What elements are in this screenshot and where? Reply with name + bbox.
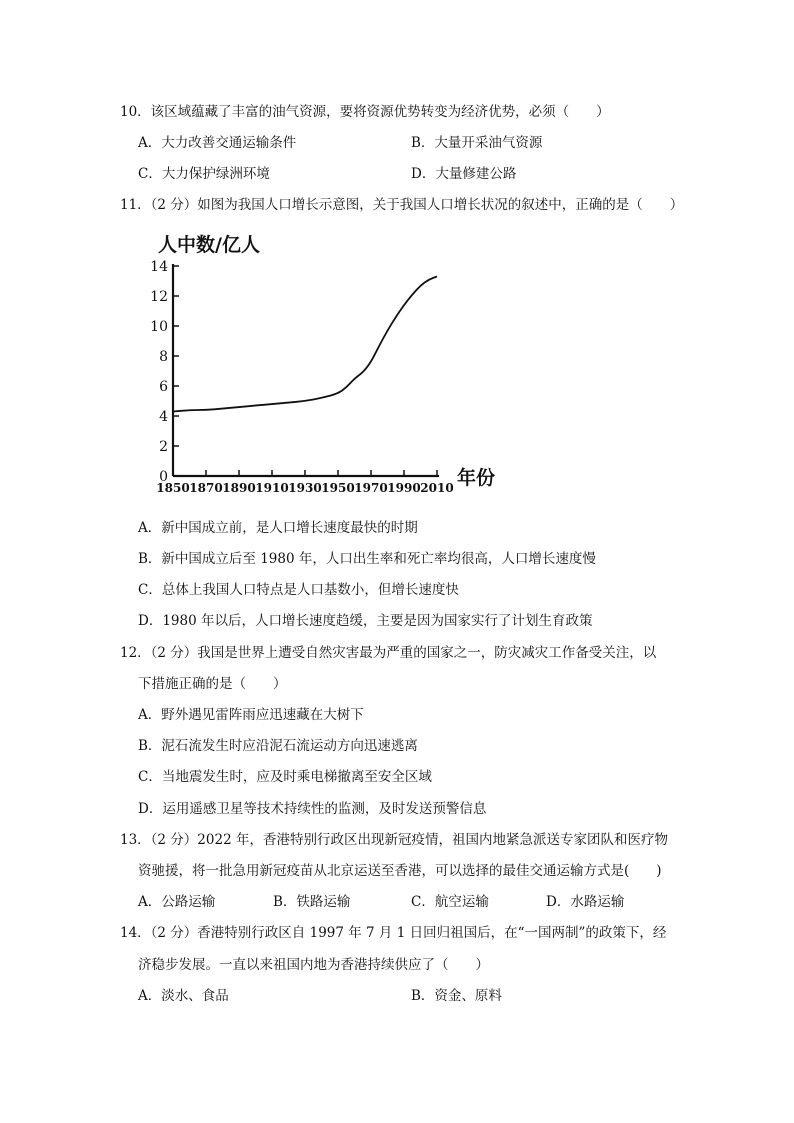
- q12-option-c: C．当地震发生时，应及时乘电梯撤离至安全区域: [138, 769, 432, 785]
- chart-y-tick-label: 14: [150, 259, 168, 275]
- q12-option-d: D．运用遥感卫星等技术持续性的监测，及时发送预警信息: [138, 801, 487, 817]
- q14-stem-line1: 14．（2 分）香港特别行政区自 1997 年 7 月 1 日回归祖国后，在“一国两制”的政策下，经: [120, 925, 667, 941]
- chart-x-tick-label: 1950: [321, 481, 355, 495]
- chart-y-tick-label: 6: [159, 379, 168, 395]
- population-chart: [150, 226, 510, 498]
- q11-option-b: B．新中国成立后至 1980 年，人口出生率和死亡率均很高，人口增长速度慢: [138, 551, 596, 567]
- q11-option-c: C．总体上我国人口特点是人口基数小，但增长速度快: [138, 582, 459, 598]
- chart-series-line: [173, 277, 437, 412]
- chart-y-axis-label: 人中数/亿人: [158, 234, 260, 256]
- chart-y-tick-label: 2: [159, 439, 168, 455]
- chart-y-tick-label: 4: [159, 409, 168, 425]
- q11-option-a: A．新中国成立前，是人口增长速度最快的时期: [138, 520, 418, 536]
- q10-option-a: A．大力改善交通运输条件: [138, 135, 297, 151]
- chart-y-tick-label: 0: [159, 469, 168, 485]
- chart-x-tick-label: 1990: [387, 481, 421, 495]
- q13-option-c: C．航空运输: [411, 894, 489, 910]
- q11-stem: 11．（2 分）如图为我国人口增长示意图，关于我国人口增长状况的叙述中，正确的是（ ）: [120, 197, 684, 213]
- q14-option-b: B．资金、原料: [411, 988, 502, 1004]
- chart-y-ticks: [150, 259, 179, 485]
- q11-option-d: D．1980 年以后，人口增长速度趋缓，主要是因为国家实行了计划生育政策: [138, 613, 593, 629]
- q13-option-b: B．铁路运输: [273, 894, 351, 910]
- q10-option-b: B．大量开采油气资源: [411, 135, 543, 151]
- chart-x-tick-label: 1970: [354, 481, 388, 495]
- q10-option-c: C．大力保护绿洲环境: [138, 166, 270, 182]
- chart-axes: [173, 264, 439, 476]
- chart-y-tick-label: 8: [159, 349, 168, 365]
- chart-x-tick-label: 1850: [156, 481, 190, 495]
- chart-x-tick-label: 1890: [222, 481, 256, 495]
- chart-x-tick-label: 2010: [420, 481, 454, 495]
- chart-y-tick-label: 12: [150, 289, 168, 305]
- q12-stem-line1: 12．（2 分）我国是世界上遭受自然灾害最为严重的国家之一，防灾减灾工作备受关注，以: [120, 645, 657, 661]
- q10-stem: 10．该区域蕴藏了丰富的油气资源，要将资源优势转变为经济优势，必须（ ）: [120, 104, 610, 120]
- chart-x-tick-label: 1910: [255, 481, 289, 495]
- chart-x-ticks: [156, 470, 453, 495]
- q14-option-a: A．淡水、食品: [138, 988, 229, 1004]
- chart-y-tick-label: 10: [150, 319, 168, 335]
- q13-option-a: A．公路运输: [138, 894, 216, 910]
- q13-stem-line2: 资驰援，将一批急用新冠疫苗从北京运送至香港，可以选择的最佳交通运输方式是( ): [138, 863, 662, 879]
- q10-option-d: D．大量修建公路: [411, 166, 517, 182]
- q12-option-a: A．野外遇见雷阵雨应迅速藏在大树下: [138, 707, 364, 723]
- q13-option-d: D．水路运输: [546, 894, 625, 910]
- chart-x-tick-label: 1870: [189, 481, 223, 495]
- q14-stem-line2: 济稳步发展。一直以来祖国内地为香港持续供应了（ ）: [138, 957, 489, 973]
- q12-option-b: B．泥石流发生时应沿泥石流运动方向迅速逃离: [138, 738, 418, 754]
- q12-stem-line2: 下措施正确的是（ ）: [138, 676, 287, 692]
- chart-x-axis-label: 年份: [457, 467, 496, 489]
- chart-x-tick-label: 1930: [288, 481, 322, 495]
- q13-stem-line1: 13．（2 分）2022 年，香港特别行政区出现新冠疫情，祖国内地紧急派送专家团队和医疗物: [120, 832, 668, 848]
